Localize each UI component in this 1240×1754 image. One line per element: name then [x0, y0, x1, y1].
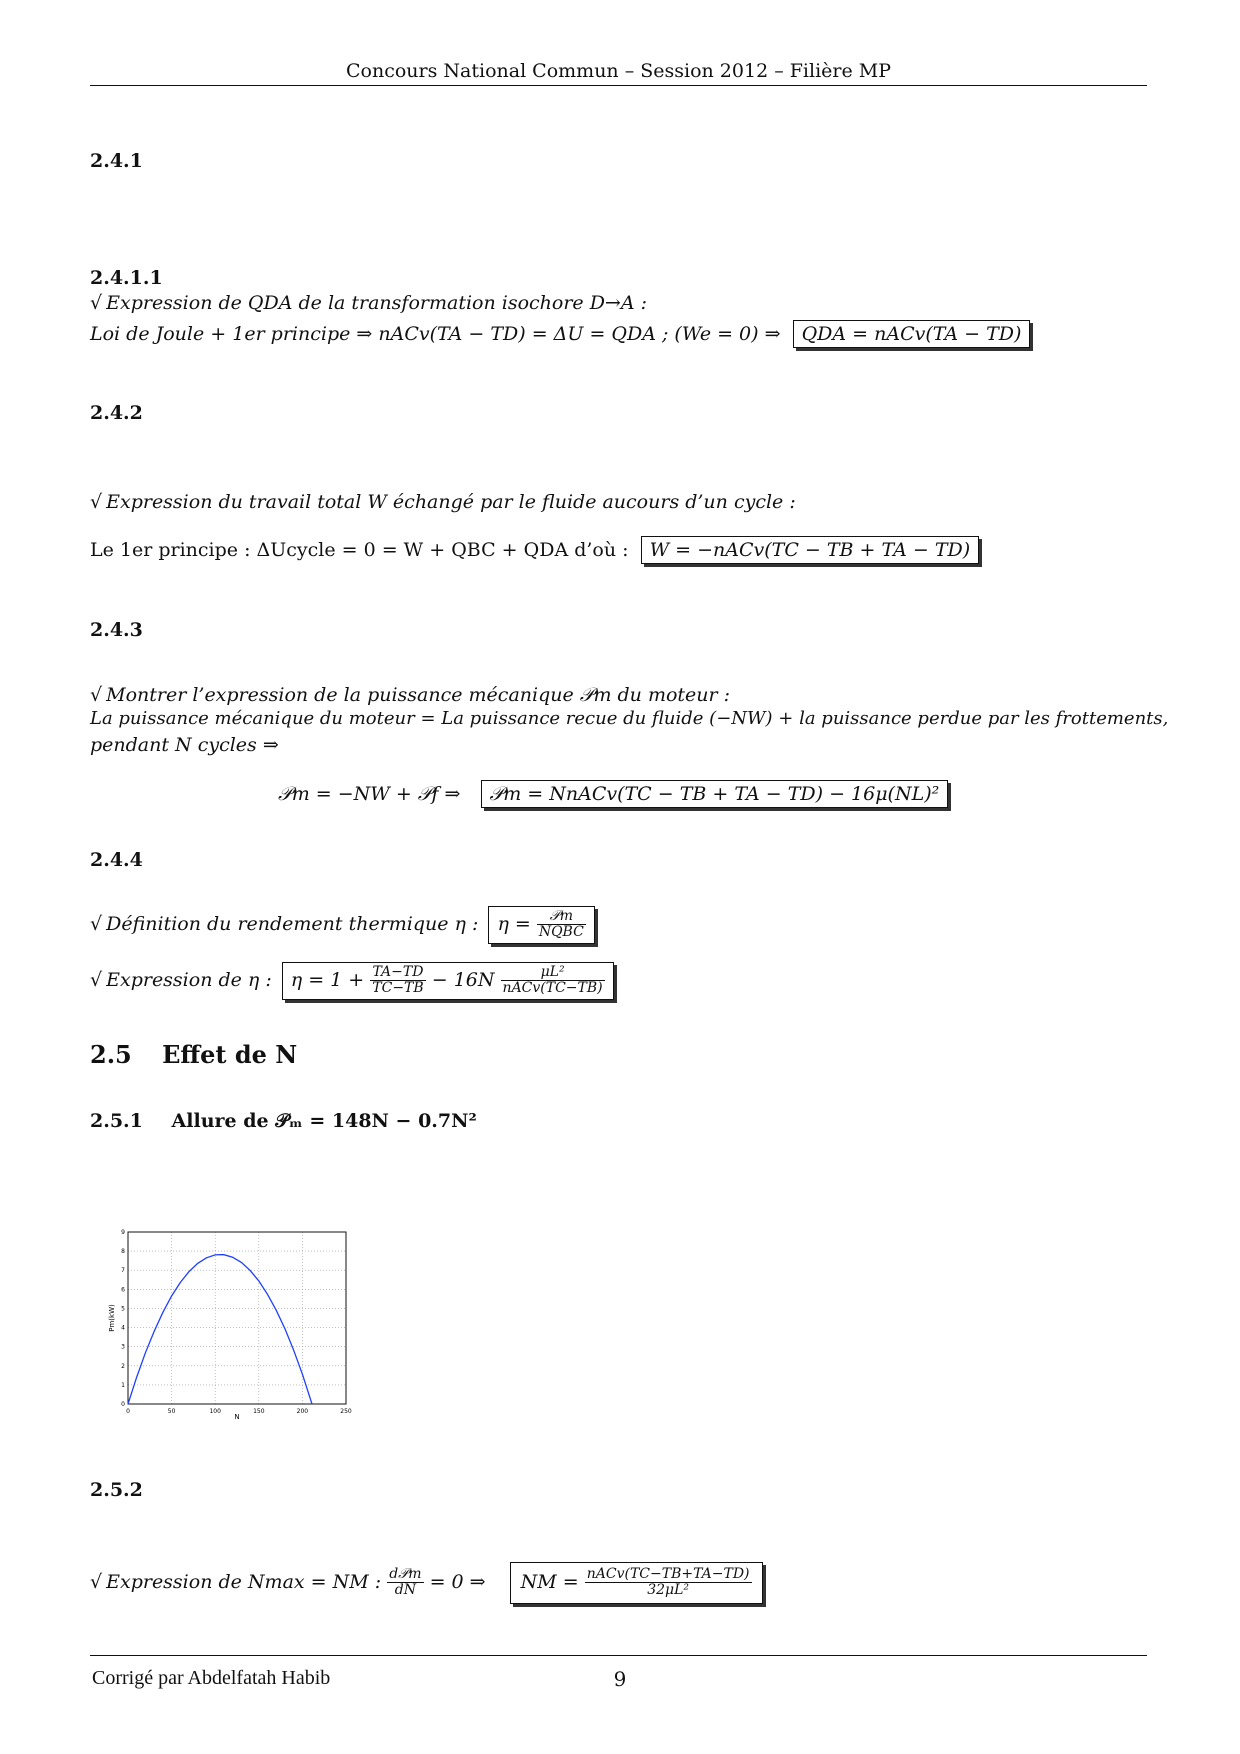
check-mark-icon: √: [90, 912, 103, 935]
footer-rule: [90, 1655, 1147, 1656]
check-mark-icon: √: [90, 968, 103, 991]
text-line-8: [278, 780, 948, 808]
fraction-denominator: dN: [394, 1582, 416, 1599]
fraction-numerator: μL²: [501, 965, 605, 981]
text-line-11: [90, 1562, 763, 1604]
efficiency-fraction: [537, 909, 586, 941]
fraction-denominator: TC−TB: [372, 980, 424, 997]
text-line-5: [90, 684, 730, 706]
nm-lhs: NM =: [520, 1570, 579, 1593]
fraction-numerator: nACv(TC−TB+TA−TD): [586, 1566, 750, 1582]
fraction-numerator: 𝒫m: [537, 909, 586, 925]
text-line-4: [90, 536, 979, 564]
section-2-4-1: 2.4.1: [90, 150, 143, 172]
section-2-5-2: 2.5.2: [90, 1479, 143, 1501]
nm-fraction: [585, 1567, 752, 1599]
y-tick-label: 3: [121, 1343, 125, 1351]
eta-expr-part-b: − 16N: [431, 968, 495, 991]
fraction-denominator: NQBC: [538, 924, 584, 941]
section-title: Effet de N: [162, 1040, 298, 1069]
check-mark-icon: √: [90, 491, 103, 513]
power-chart: [100, 1220, 360, 1420]
footer-author: Corrigé par Abdelfatah Habib: [92, 1667, 331, 1689]
section-2-4-4: 2.4.4: [90, 849, 143, 871]
joule-law-text: Loi de Joule + 1er principe ⇒ nACv(TA − TD) = ΔU = QDA ; (We = 0) ⇒: [90, 323, 781, 345]
work-heading: Expression du travail total W échangé par le fluide aucours d’un cycle :: [106, 491, 796, 513]
y-tick-label: 1: [121, 1381, 125, 1389]
fraction-numerator: d𝒫m: [389, 1566, 422, 1582]
derivative-zero: = 0 ⇒: [429, 1570, 486, 1593]
efficiency-expression-box: [282, 962, 614, 1000]
check-mark-icon: √: [90, 684, 103, 706]
section-number: 2.5: [90, 1040, 132, 1069]
text-line-2: [90, 320, 1030, 348]
work-result-box: W = −nACv(TC − TB + TA − TD): [641, 536, 980, 564]
series-line-pm: [128, 1255, 312, 1404]
x-tick-label: 100: [209, 1408, 221, 1415]
text-line-1: [90, 292, 647, 314]
fraction-numerator: TA−TD: [370, 965, 425, 981]
x-tick-label: 200: [296, 1408, 309, 1415]
x-axis-label: N: [234, 1413, 240, 1420]
nm-result-box: [510, 1562, 763, 1604]
x-tick-label: 0: [126, 1408, 130, 1415]
y-axis-label: Pm(kW): [108, 1304, 116, 1332]
power-result-box: 𝒫m = NnACv(TC − TB + TA − TD) − 16μ(NL)²: [481, 780, 949, 808]
section-title: Allure de 𝒫ₘ = 148N − 0.7N²: [171, 1110, 477, 1132]
section-2-5-1-heading: [90, 1110, 477, 1132]
fraction-denominator: 32μL²: [647, 1582, 690, 1599]
power-sum-equation: 𝒫m = −NW + 𝒫f ⇒: [278, 783, 461, 805]
check-mark-icon: √: [90, 292, 103, 314]
y-tick-label: 5: [121, 1305, 125, 1313]
section-number: 2.5.1: [90, 1110, 143, 1132]
x-tick-label: 250: [340, 1408, 352, 1415]
y-tick-label: 0: [121, 1401, 125, 1408]
nmax-text: Expression de Nmax = NM :: [106, 1570, 382, 1593]
y-tick-label: 9: [121, 1229, 125, 1236]
power-heading: Montrer l’expression de la puissance mécanique 𝒫m du moteur :: [106, 684, 731, 706]
section-2-5-heading: [90, 1040, 297, 1069]
text-line-9: [90, 906, 595, 944]
fraction-denominator: nACv(TC−TB): [502, 980, 603, 997]
check-mark-icon: √: [90, 1570, 103, 1593]
efficiency-definition-box: [488, 906, 594, 944]
y-tick-label: 4: [121, 1324, 125, 1332]
expression-qda-heading: Expression de QDA de la transformation isochore D→A :: [106, 292, 648, 314]
efficiency-definition-text: Définition du rendement thermique η :: [106, 912, 479, 935]
y-tick-label: 6: [121, 1286, 125, 1294]
eta-expr-part-a: η = 1 +: [290, 968, 365, 991]
chart-ticks: [121, 1229, 352, 1415]
x-tick-label: 50: [167, 1408, 176, 1415]
section-2-4-1-1: 2.4.1.1: [90, 267, 163, 289]
x-tick-label: 150: [253, 1408, 265, 1415]
efficiency-expression-text: Expression de η :: [106, 968, 272, 991]
friction-fraction: [501, 965, 605, 997]
page-number: 9: [613, 1667, 627, 1691]
section-2-4-2: 2.4.2: [90, 402, 143, 424]
eta-lhs: η =: [497, 912, 531, 935]
text-line-6: La puissance mécanique du moteur = La puissance recue du fluide (−NW) + la puissance perdue par les frottements,: [90, 708, 1169, 729]
derivative-fraction: [387, 1567, 423, 1599]
y-tick-label: 2: [121, 1362, 125, 1370]
text-line-10: [90, 962, 614, 1000]
temperature-fraction: [370, 965, 425, 997]
text-line-3: [90, 491, 796, 513]
page-header: Concours National Commun – Session 2012 – Filière MP: [346, 60, 891, 82]
first-principle-text: Le 1er principe : ΔUcycle = 0 = W + QBC + QDA d’où :: [90, 539, 629, 561]
y-tick-label: 8: [121, 1248, 125, 1256]
y-tick-label: 7: [121, 1267, 125, 1275]
section-2-4-3: 2.4.3: [90, 619, 143, 641]
text-line-7: pendant N cycles ⇒: [90, 734, 279, 756]
qda-result-box: QDA = nACv(TA − TD): [793, 320, 1031, 348]
header-rule: [90, 85, 1147, 86]
